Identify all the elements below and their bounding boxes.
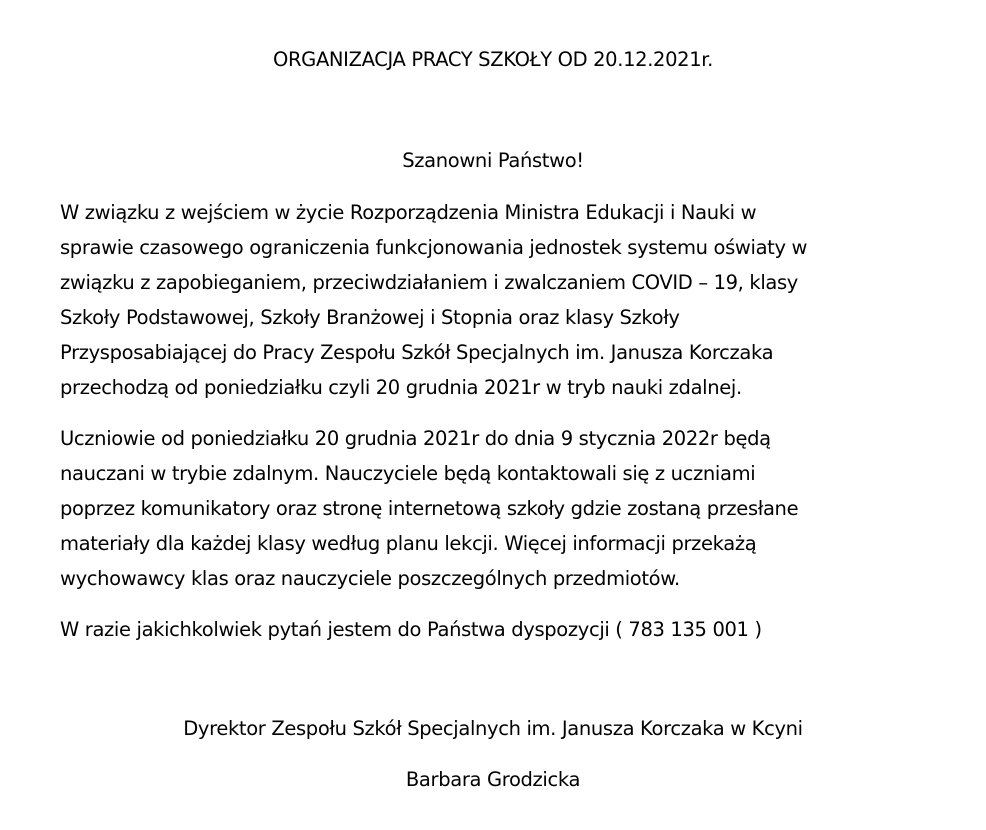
paragraph-line: Przysposabiającej do Pracy Zespołu Szkół Specjalnych im. Janusza Korczaka (60, 341, 774, 364)
paragraph-schedule (60, 421, 940, 596)
paragraph-line: Uczniowie od poniedziałku 20 grudnia 2021r do dnia 9 stycznia 2022r będą (60, 427, 771, 450)
greeting: Szanowni Państwo! (402, 149, 584, 172)
paragraph-line: W związku z wejściem w życie Rozporządzenia Ministra Edukacji i Nauki w (60, 201, 757, 224)
paragraph-line: wychowawcy klas oraz nauczyciele poszczególnych przedmiotów. (60, 567, 680, 590)
paragraph-line: nauczani w trybie zdalnym. Nauczyciele będą kontaktowali się z uczniami (60, 462, 756, 485)
paragraph-line: poprzez komunikatory oraz stronę internetową szkoły gdzie zostaną przesłane (60, 497, 799, 520)
signature-role: Dyrektor Zespołu Szkół Specjalnych im. Janusza Korczaka w Kcyni (183, 717, 803, 740)
paragraph-line: związku z zapobieganiem, przeciwdziałaniem i zwalczaniem COVID – 19, klasy (60, 271, 798, 294)
document-title: ORGANIZACJA PRACY SZKOŁY OD 20.12.2021r. (272, 48, 713, 71)
signature-name: Barbara Grodzicka (405, 768, 581, 791)
paragraph-remote-learning (60, 195, 940, 405)
paragraph-contact (60, 612, 940, 647)
paragraph-line: materiały dla każdej klasy według planu lekcji. Więcej informacji przekażą (60, 532, 757, 555)
paragraph-line: Szkoły Podstawowej, Szkoły Branżowej i Stopnia oraz klasy Szkoły (60, 306, 680, 329)
paragraph-line: sprawie czasowego ograniczenia funkcjonowania jednostek systemu oświaty w (60, 236, 808, 259)
paragraph-line: W razie jakichkolwiek pytań jestem do Państwa dyspozycji ( 783 135 001 ) (60, 618, 762, 641)
paragraph-line: przechodzą od poniedziałku czyli 20 grudnia 2021r w tryb nauki zdalnej. (60, 376, 742, 399)
